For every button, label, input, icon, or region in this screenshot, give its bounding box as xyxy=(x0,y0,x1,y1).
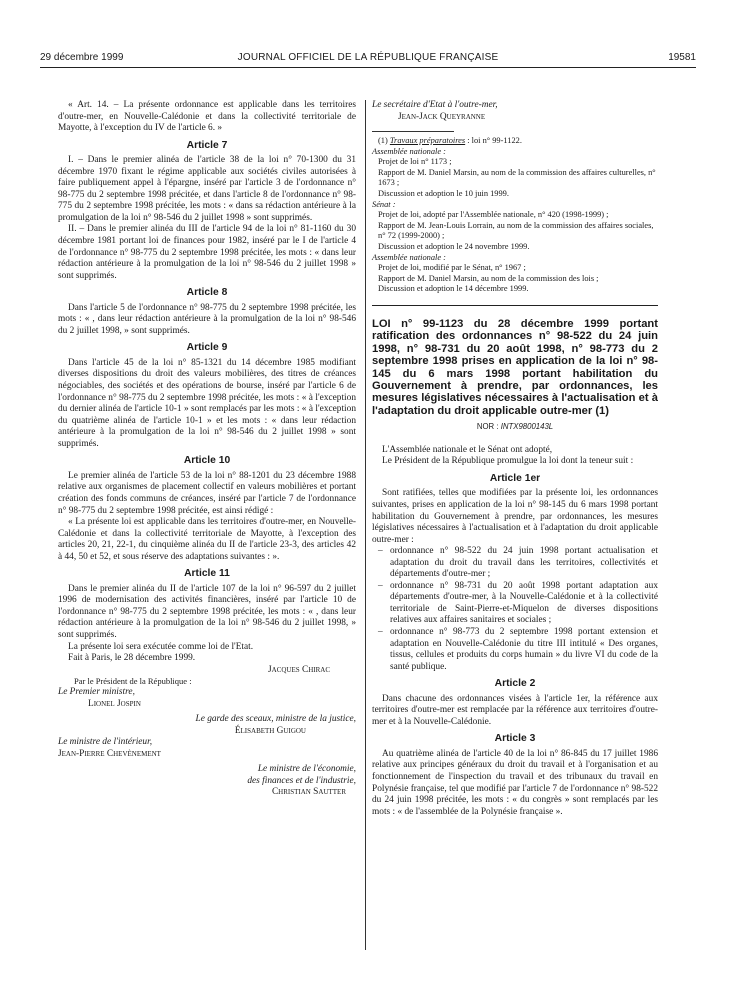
promulgue-line: Le Président de la République promulgue la loi dont la teneur suit : xyxy=(382,456,634,467)
article-10-heading: Article 10 xyxy=(183,455,231,467)
notes-an1-a: Projet de loi n° 1173 ; xyxy=(378,157,452,167)
article-8-heading: Article 8 xyxy=(186,287,228,299)
adopted-line: L'Assemblée nationale et le Sénat ont adopté, xyxy=(382,444,553,455)
premier-ministre-title: Le Premier ministre, xyxy=(58,686,135,697)
page-number: 19581 xyxy=(668,52,696,63)
art14-paragraph: « Art. 14. – La présente ordonnance est applicable dans les territoires d'outre-mer, en Nouvelle-Calédonie et dans la collectivité territoriale de Mayotte, à l'exception du IV de l'article 6. » xyxy=(58,100,356,134)
nor-label: NOR : xyxy=(476,422,499,432)
article-7-heading: Article 7 xyxy=(186,139,228,151)
travaux-link: Travaux préparatoires xyxy=(389,136,466,146)
notes-ref: (1) xyxy=(378,136,388,146)
premier-ministre-name: Lionel Jospin xyxy=(88,698,141,709)
outre-mer-title: Le secrétaire d'Etat à l'outre-mer, xyxy=(372,100,498,110)
article-7-para-1: I. – Dans le premier alinéa de l'article 38 de la loi n° 70-1300 du 31 décembre 1970 fixant le régime applicable aux sociétés civiles autorisées à faire publiquement appel à l'épargne, inséré par l'article 3 de l'ordonnance n° 98-775 du 2 septembre 1998 précitée, et dans l'article 8 de l'ordonnance n° 98-775 du 2 septembre 1998 précitée, les mots : « dans sa rédaction antérieure à la promulgation de la loi n° 98-546 du 2 juillet 1998 » sont supprimés. xyxy=(58,155,356,223)
right-column xyxy=(372,100,658,818)
article-3-heading: Article 3 xyxy=(494,733,536,745)
article-8-para-1: Dans l'article 5 de l'ordonnance n° 98-775 du 2 septembre 1998 précitée, les mots : « , dans leur rédaction antérieure à la promulgation de la loi n° 98-546 du 2 juillet 1998, » sont supprimés. xyxy=(58,302,356,336)
ministre-interieur-name: Jean-Pierre Chevènement xyxy=(58,748,161,759)
article-2-para-1: Dans chacune des ordonnances visées à l'article 1er, la référence aux territoires d'outre-mer est remplacée par la référence aux territoires d'outre-mer et à la Nouvelle-Calédonie. xyxy=(372,693,658,727)
notes-an2-head: Assemblée nationale : xyxy=(372,252,446,262)
notes-senat-a: Projet de loi, adopté par l'Assemblée nationale, n° 420 (1998-1999) ; xyxy=(378,210,609,220)
ordonnances-list xyxy=(372,546,658,673)
garde-des-sceaux-title: Le garde des sceaux, ministre de la justice, xyxy=(195,714,356,725)
journal-title: JOURNAL OFFICIEL DE LA RÉPUBLIQUE FRANÇAISE xyxy=(237,52,499,63)
notes-an2-c: Discussion et adoption le 14 décembre 1999. xyxy=(378,284,529,294)
list-item: – ordonnance n° 98-773 du 2 septembre 1998 portant extension et adaptation en Nouvelle-Calédonie du titre III intitulé « Des organes, tissus, cellules et produits du corps humain » du livre VI du code de la santé publique. xyxy=(390,627,658,673)
ministre-economie-title: Le ministre de l'économie, xyxy=(257,764,356,775)
article-1-heading: Article 1er xyxy=(489,472,541,484)
nor-value: INTX9800143L xyxy=(500,422,554,432)
signature-president: Jacques Chirac xyxy=(268,664,330,675)
notes-an1-c: Discussion et adoption le 10 juin 1999. xyxy=(378,189,509,199)
article-7-para-2: II. – Dans le premier alinéa du III de l'article 94 de la loi n° 81-1160 du 30 décembre 1981 portant loi de finances pour 1982, inséré par le I de l'article 4 de l'ordonnance n° 98-775 du 2 septembre 1998 précitée, les mots : « dans leur rédaction antérieure à la promulgation de la loi n° 98-546 du 2 juillet 1998 » sont supprimés. xyxy=(58,224,356,281)
article-1-para-1: Sont ratifiées, telles que modifiées par la présente loi, les ordonnances suivantes, prises en application de la loi n° 98-145 du 6 mars 1998 portant habilitation du Gouvernement à prendre, par ordonnances, les mesures législatives nécessaires à l'actualisation et à l'adaptation du droit applicable outre-mer : xyxy=(372,488,658,545)
notes-senat-b: Rapport de M. Jean-Louis Lorrain, au nom de la commission des affaires sociales, n° 72 (1999-2000) ; xyxy=(378,220,654,241)
column-separator xyxy=(365,100,366,950)
header-rule xyxy=(40,67,696,68)
travaux-preparatoires xyxy=(372,131,658,295)
article-10-para-2: « La présente loi est applicable dans les territoires d'outre-mer, en Nouvelle-Calédonie et dans la collectivité territoriale de Mayotte, à l'exception des articles 20, 21, 22-1, du cinquième alinéa du II de l'article 23-3, des articles 42 à 44, 50 et 52, et sous réserve des adaptations suivantes : ». xyxy=(58,517,356,562)
article-2-heading: Article 2 xyxy=(494,678,536,690)
header-date: 29 décembre 1999 xyxy=(40,52,124,63)
notes-an1-b: Rapport de M. Daniel Marsin, au nom de la commission des affaires culturelles, n° 1673 ; xyxy=(378,167,656,188)
article-11-para-1: Dans le premier alinéa du II de l'article 107 de la loi n° 96-597 du 2 juillet 1996 de modernisation des activités financières, inséré par l'article 10 de l'ordonnance n° 98-775 du 2 septembre 1998 précitée, les mots : « , dans leur rédaction antérieure à la promulgation de la loi n° 98-546 du 2 juillet 1998, » sont supprimés. xyxy=(58,583,356,640)
ministre-economie-name: Christian Sautter xyxy=(271,787,346,798)
notes-ref-rest: : loi n° 99-1122. xyxy=(467,136,522,146)
par-le-president: Par le Président de la République : xyxy=(74,676,192,687)
ministre-interieur-title: Le ministre de l'intérieur, xyxy=(58,737,153,748)
notes-senat-c: Discussion et adoption le 24 novembre 1999. xyxy=(378,242,530,252)
article-3-para-1: Au quatrième alinéa de l'article 40 de la loi n° 86-845 du 17 juillet 1986 relative aux principes généraux du droit du travail et à l'organisation et au fonctionnement de l'inspection du travail et des tribunaux du travail en Polynésie française, tel que modifié par l'article 7 de l'ordonnance n° 98-522 du 24 juin 1998 précitée, les mots : « du congrès » sont remplacés par les mots : « de l'assemblée de la Polynésie française ». xyxy=(372,748,658,817)
article-11-heading: Article 11 xyxy=(184,568,230,580)
left-column xyxy=(58,100,356,799)
law-separator xyxy=(372,305,658,306)
article-9-para-1: Dans l'article 45 de la loi n° 85-1321 du 14 décembre 1985 modifiant diverses dispositions du droit des valeurs mobilières, des titres de créances négociables, des sociétés et des opérations de bourse, inséré par l'article 6 de l'ordonnance n° 98-775 du 2 septembre 1998 précitée, les mots : « à l'exception du dernier alinéa de l'article 10-1 » sont remplacés par les mots : « à l'exception du quatrième alinéa de l'article 10-1 » et les mots : « dans leur rédaction antérieure à la promulgation de la loi n° 98-546 du 2 juillet 1998 » sont supprimés. xyxy=(58,357,356,449)
outre-mer-name: Jean-Jack Queyranne xyxy=(398,111,486,122)
article-10-para-1: Le premier alinéa de l'article 53 de la loi n° 88-1201 du 23 décembre 1988 relative aux organismes de placement collectif en valeurs mobilières et portant création des fonds communs de créances, inséré par l'article 7 de l'ordonnance n° 98-775 du 2 septembre 1998 précitée, est ainsi rédigé : xyxy=(58,470,356,516)
list-item: – ordonnance n° 98-522 du 24 juin 1998 portant actualisation et adaptation du droit du travail dans les territoires, collectivités et départements d'outre-mer ; xyxy=(390,546,658,581)
ministre-economie-title-2: des finances et de l'industrie, xyxy=(247,775,356,786)
done-at-paris: Fait à Paris, le 28 décembre 1999. xyxy=(68,653,196,664)
list-item: – ordonnance n° 98-731 du 20 août 1998 portant adaptation aux départements d'outre-mer, à la Nouvelle-Calédonie et à la collectivité territoriale de Saint-Pierre-et-Miquelon de diverses dispositions relatives aux affaires sanitaires et sociales ; xyxy=(390,581,658,627)
nor-reference xyxy=(372,421,658,433)
notes-ref-line xyxy=(378,136,658,147)
notes-an2-b: Rapport de M. Daniel Marsin, au nom de la commission des lois ; xyxy=(378,273,599,283)
law-title: LOI n° 99-1123 du 28 décembre 1999 portant ratification des ordonnances n° 98-522 du 24 juin 1998, n° 98-731 du 20 août 1998, n° 98-773 du 2 septembre 1998 prises en application de la loi n° 98-145 du 6 mars 1998 portant habilitation du Gouvernement à prendre, par ordonnances, les mesures législatives nécessaires à l'actualisation et à l'adaptation du droit applicable outre-mer (1) xyxy=(372,318,658,417)
execution-clause: La présente loi sera exécutée comme loi de l'Etat. xyxy=(68,641,254,652)
garde-des-sceaux-name: Élisabeth Guigou xyxy=(234,725,306,736)
article-9-heading: Article 9 xyxy=(186,342,228,354)
notes-an1-head: Assemblée nationale : xyxy=(372,146,446,156)
notes-an2-a: Projet de loi, modifié par le Sénat, n° 1967 ; xyxy=(378,263,526,273)
notes-senat-head: Sénat : xyxy=(372,199,396,209)
page-header xyxy=(40,52,696,68)
